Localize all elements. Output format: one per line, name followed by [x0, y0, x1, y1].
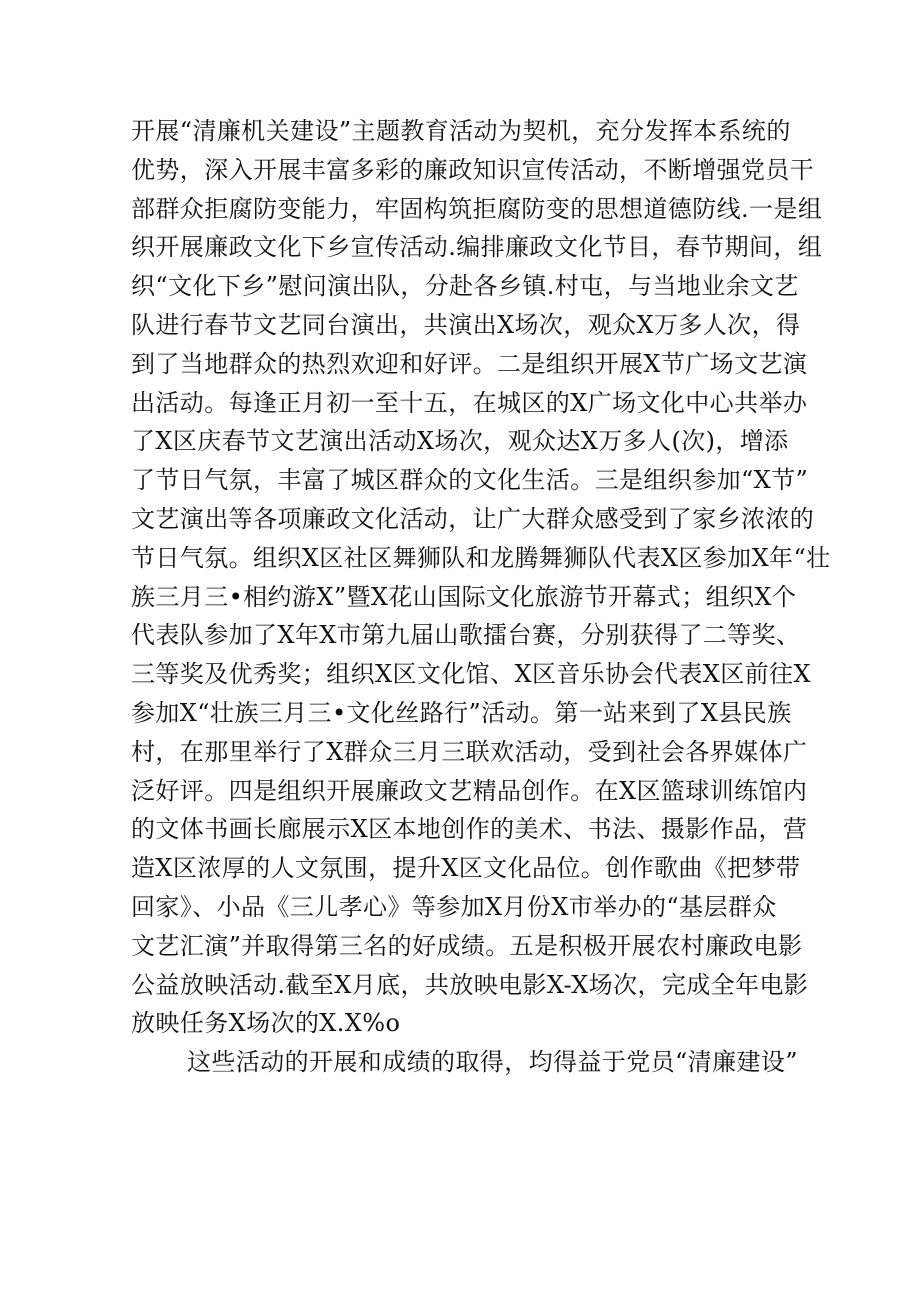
text-line: 族三月三•相约游X”暨X花山国际文化旅游节开幕式；组织X个: [131, 582, 797, 611]
text-line: 放映任务X场次的X.X%o: [131, 1009, 401, 1038]
text-line: 这些活动的开展和成绩的取得，均得益于党员“清廉建设”: [187, 1048, 798, 1077]
text-line: 泛好评。四是组织开展廉政文艺精品创作。在X区篮球训练馆内: [131, 776, 808, 805]
text-line: 队进行春节文艺同台演出，共演出X场次，观众X万多人次，得: [131, 310, 801, 339]
text-line: 文艺演出等各项廉政文化活动，让广大群众感受到了家乡浓浓的: [131, 504, 815, 533]
text-line: 造X区浓厚的人文氛围，提升X区文化品位。创作歌曲《把梦带: [131, 854, 801, 883]
text-line: 部群众拒腐防变能力，牢固构筑拒腐防变的思想道德防线.一是组: [131, 194, 823, 223]
text-line: 的文体书画长廊展示X区本地创作的美术、书法、摄影作品，营: [131, 815, 808, 844]
text-line: 参加X“壮族三月三•文化丝路行”活动。第一站来到了X县民族: [131, 698, 792, 727]
text-line: 代表队参加了X年X市第九届山歌擂台赛，分别获得了二等奖、: [131, 621, 801, 650]
text-line: 织“文化下乡”慰问演出队，分赴各乡镇.村屯，与当地业余文艺: [131, 272, 799, 301]
text-line: 优势，深入开展丰富多彩的廉政知识宣传活动，不断增强党员干: [131, 155, 815, 184]
text-line: 回家》、小品《三儿孝心》等参加X月份X市举办的“基层群众: [131, 892, 777, 921]
body-text: [131, 112, 831, 1082]
text-line: 三等奖及优秀奖；组织X区文化馆、X区音乐协会代表X区前往X: [131, 660, 811, 689]
text-line: 公益放映活动.截至X月底，共放映电影X-X场次，完成全年电影: [131, 970, 809, 999]
text-line: 了节日气氛，丰富了城区群众的文化生活。三是组织参加“X节”: [131, 466, 809, 495]
paragraph-1: [131, 112, 831, 1043]
text-line: 节日气氛。组织X区社区舞狮队和龙腾舞狮队代表X区参加X年“壮: [131, 543, 831, 572]
text-line: 出活动。每逢正月初一至十五，在城区的X广场文化中心共举办: [131, 388, 808, 417]
text-line: 村，在那里举行了X群众三月三联欢活动，受到社会各界媒体广: [131, 737, 808, 766]
text-line: 开展“清廉机关建设”主题教育活动为契机，充分发挥本系统的: [131, 117, 791, 145]
text-line: 织开展廉政文化下乡宣传活动.编排廉政文化节目，春节期间，组: [131, 233, 823, 262]
text-line: 了X区庆春节文艺演出活动X场次，观众达X万多人(次)，增添: [131, 427, 789, 456]
text-line: 文艺汇演”并取得第三名的好成绩。五是积极开展农村廉政电影: [131, 931, 803, 960]
paragraph-2: [131, 1043, 811, 1082]
text-line: 到了当地群众的热烈欢迎和好评。二是组织开展X节广场文艺演: [131, 349, 808, 378]
